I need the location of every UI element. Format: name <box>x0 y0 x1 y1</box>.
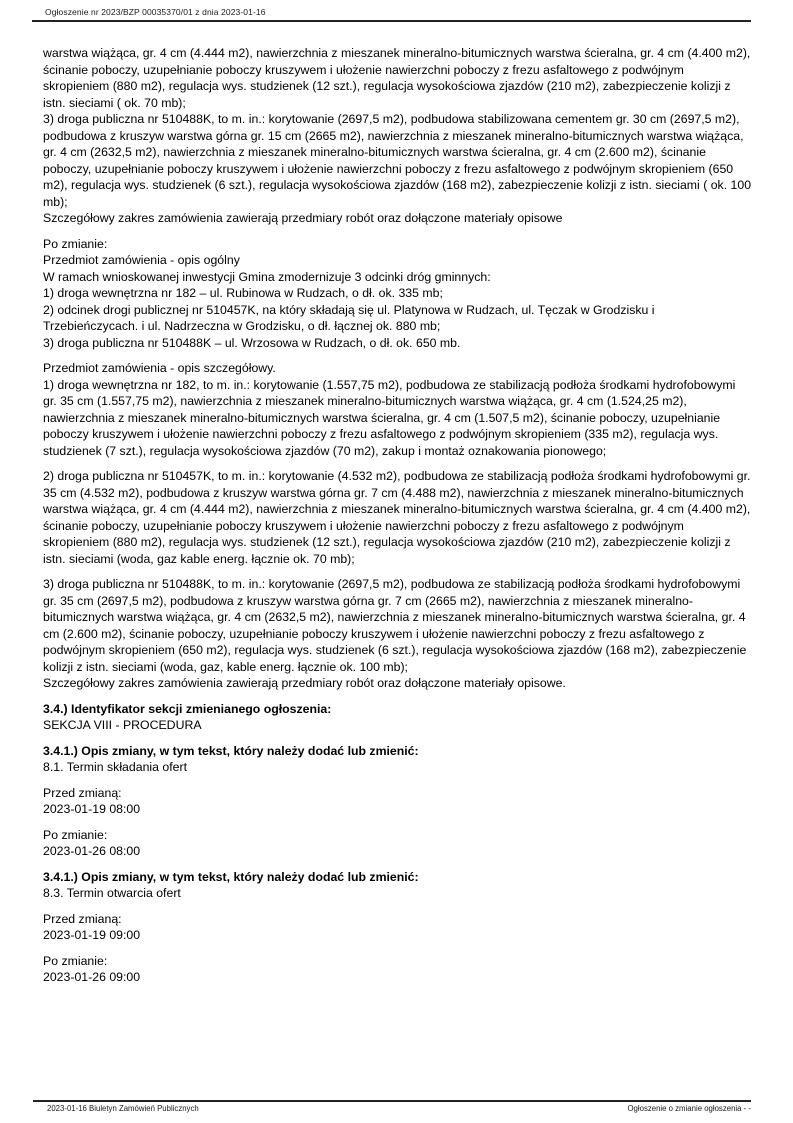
text-line: SEKCJA VIII - PROCEDURA <box>43 718 202 732</box>
paragraph-block <box>43 701 752 734</box>
header-divider <box>32 20 751 22</box>
text-line: Przedmiot zamówienia - opis szczegółowy. <box>43 361 276 375</box>
paragraph-block <box>43 953 752 986</box>
text-line: 3) droga publiczna nr 510488K, to m. in.: korytowanie (2697,5 m2), podbudowa ze stabilizacją podłoża środkami hydrofobowymi gr. 35 cm (2697,5 m2), podbudowa z kruszyw warstwa górna gr. 7 cm (2665 m2), nawierzchnia z mieszanek mineralno-bitumicznych warstwa wiążąca, gr. 4 cm (2632,5 m2), nawierzchnia z mieszanek mineralno-bitumicznych warstwa ścieralna, gr. 4 cm (2.600 m2), ścinanie poboczy, uzupełnianie poboczy kruszywem i ułożenie nawierzchni poboczy z frezu asfaltowego z podwójnym skropieniem (650 m2), regulacja wys. studzienek (6 szt.), regulacja wysokościowa zjazdów (168 m2), zabezpieczenie kolizji z istn. sieciami (woda, gaz, kable energ. łącznie ok. 100 mb); <box>43 577 747 674</box>
text-line: 3) droga publiczna nr 510488K, to m. in.: korytowanie (2697,5 m2), podbudowa stabilizowana cementem gr. 30 cm (2697,5 m2), podbudowa z kruszyw warstwa górna gr. 15 cm (2665 m2), nawierzchnia z mieszanek mineralno-bitumicznych warstwa wiążąca, gr. 4 cm (2632,5 m2), nawierzchnia z mieszanek mineralno-bitumicznych warstwa ścieralna, gr. 4 cm (2.600 m2), ścinanie poboczy, uzupełnianie poboczy kruszywem i ułożenie nawierzchni poboczy z frezu asfaltowego z podwójnym skropieniem (650 m2), regulacja wys. studzienek (6 szt.), regulacja wysokościowa zjazdów (168 m2), zabezpieczenie kolizji z istn. sieciami ( ok. 100 mb); <box>43 112 752 209</box>
text-line: 8.1. Termin składania ofert <box>43 760 187 774</box>
page-header-reference: Ogłoszenie nr 2023/BZP 00035370/01 z dnia 2023-01-16 <box>45 7 266 17</box>
text-line: Po zmianie: <box>43 236 108 251</box>
text-line: 1) droga wewnętrzna nr 182, to m. in.: korytowanie (1.557,75 m2), podbudowa ze stabilizacją podłoża środkami hydrofobowymi gr. 35 cm (1.557,75 m2), nawierzchnia z mieszanek mineralno-bitumicznych warstwa wiążąca, gr. 4 cm (1.524,25 m2), nawierzchnia z mieszanek mineralno-bitumicznych warstwa ścieralna, gr. 4 cm (1.507,5 m2), ścinanie poboczy, uzupełnianie poboczy kruszywem i ułożenie nawierzchni poboczy z frezu asfaltowego z podwójnym skropieniem (335 m2), regulacja wys. studzienek (7 szt.), regulacja wysokościowa zjazdów (70 m2), zakup i montaż oznakowania pionowego; <box>43 377 736 458</box>
document-body <box>43 45 752 995</box>
footer-divider <box>33 1100 751 1102</box>
paragraph-block <box>43 576 752 692</box>
text-line: 1) droga wewnętrzna nr 182 – ul. Rubinowa w Rudzach, o dł. ok. 335 mb; <box>43 286 443 300</box>
text-line: 8.3. Termin otwarcia ofert <box>43 886 181 900</box>
text-line: Po zmianie: <box>43 953 108 968</box>
footer-announcement-type: Ogłoszenie o zmianie ogłoszenia - - <box>627 1104 751 1113</box>
section-heading: 3.4.1.) Opis zmiany, w tym tekst, który należy dodać lub zmienić: <box>43 869 419 884</box>
text-line: 3) droga publiczna nr 510488K – ul. Wrzosowa w Rudzach, o dł. ok. 650 mb. <box>43 335 461 350</box>
text-line: Przed zmianą: <box>43 785 122 800</box>
text-line: 2023-01-26 08:00 <box>43 844 141 858</box>
text-line: Przedmiot zamówienia - opis ogólny <box>43 253 240 267</box>
text-line: Szczegółowy zakres zamówienia zawierają przedmiary robót oraz dołączone materiały opisowe <box>43 211 563 225</box>
section-heading: 3.4.) Identyfikator sekcji zmienianego ogłoszenia: <box>43 701 332 716</box>
text-line: 2023-01-19 09:00 <box>43 928 141 942</box>
paragraph-block <box>43 785 752 818</box>
paragraph-block <box>43 743 752 776</box>
paragraph-block <box>43 236 752 352</box>
footer-publication-info: 2023-01-16 Biuletyn Zamówień Publicznych <box>47 1104 199 1113</box>
paragraph-block <box>43 45 752 227</box>
text-line: 2) droga publiczna nr 510457K, to m. in.: korytowanie (4.532 m2), podbudowa ze stabilizacją podłoża środkami hydrofobowymi gr. 35 cm (4.532 m2), podbudowa z kruszyw warstwa górna gr. 7 cm (4.488 m2), nawierzchnia z mieszanek mineralno-bitumicznych warstwa wiążąca, gr. 4 cm (4.444 m2), nawierzchnia z mieszanek mineralno-bitumicznych warstwa ścieralna, gr. 4 cm (4.400 m2), ścinanie poboczy, uzupełnianie poboczy kruszywem i ułożenie nawierzchni poboczy z frezu asfaltowego z podwójnym skropieniem (880 m2), regulacja wys. studzienek (12 szt.), regulacja wysokościowa zjazdów (210 m2), zabezpieczenie kolizji z istn. sieciami (woda, gaz kable energ. łącznie ok. 70 mb); <box>43 469 751 566</box>
text-line: 2) odcinek drogi publicznej nr 510457K, na który składają się ul. Platynowa w Rudzach, ul. Tęczak w Grodzisku i Trzebieńczycach. i ul. Nadrzeczna w Grodzisku, o dł. łącznej ok. 880 mb; <box>43 302 655 333</box>
paragraph-block <box>43 869 752 902</box>
text-line: Przed zmianą: <box>43 911 122 926</box>
text-line: Po zmianie: <box>43 827 108 842</box>
text-line: W ramach wnioskowanej inwestycji Gmina zmodernizuje 3 odcinki dróg gminnych: <box>43 269 491 284</box>
text-line: 2023-01-26 09:00 <box>43 970 141 984</box>
section-heading: 3.4.1.) Opis zmiany, w tym tekst, który należy dodać lub zmienić: <box>43 743 419 758</box>
text-line: warstwa wiążąca, gr. 4 cm (4.444 m2), nawierzchnia z mieszanek mineralno-bitumicznych warstwa ścieralna, gr. 4 cm (4.400 m2), ścinanie poboczy, uzupełnianie poboczy kruszywem i ułożenie nawierzchni poboczy z frezu asfaltowego z podwójnym skropieniem (880 m2), regulacja wys. studzienek (12 szt.), regulacja wysokościowa zjazdów (210 m2), zabezpieczenie kolizji z istn. sieciami ( ok. 70 mb); <box>43 46 751 110</box>
paragraph-block <box>43 468 752 567</box>
text-line: 2023-01-19 08:00 <box>43 802 141 816</box>
paragraph-block <box>43 827 752 860</box>
text-line: Szczegółowy zakres zamówienia zawierają przedmiary robót oraz dołączone materiały opisowe. <box>43 676 566 690</box>
paragraph-block <box>43 911 752 944</box>
paragraph-block <box>43 360 752 459</box>
